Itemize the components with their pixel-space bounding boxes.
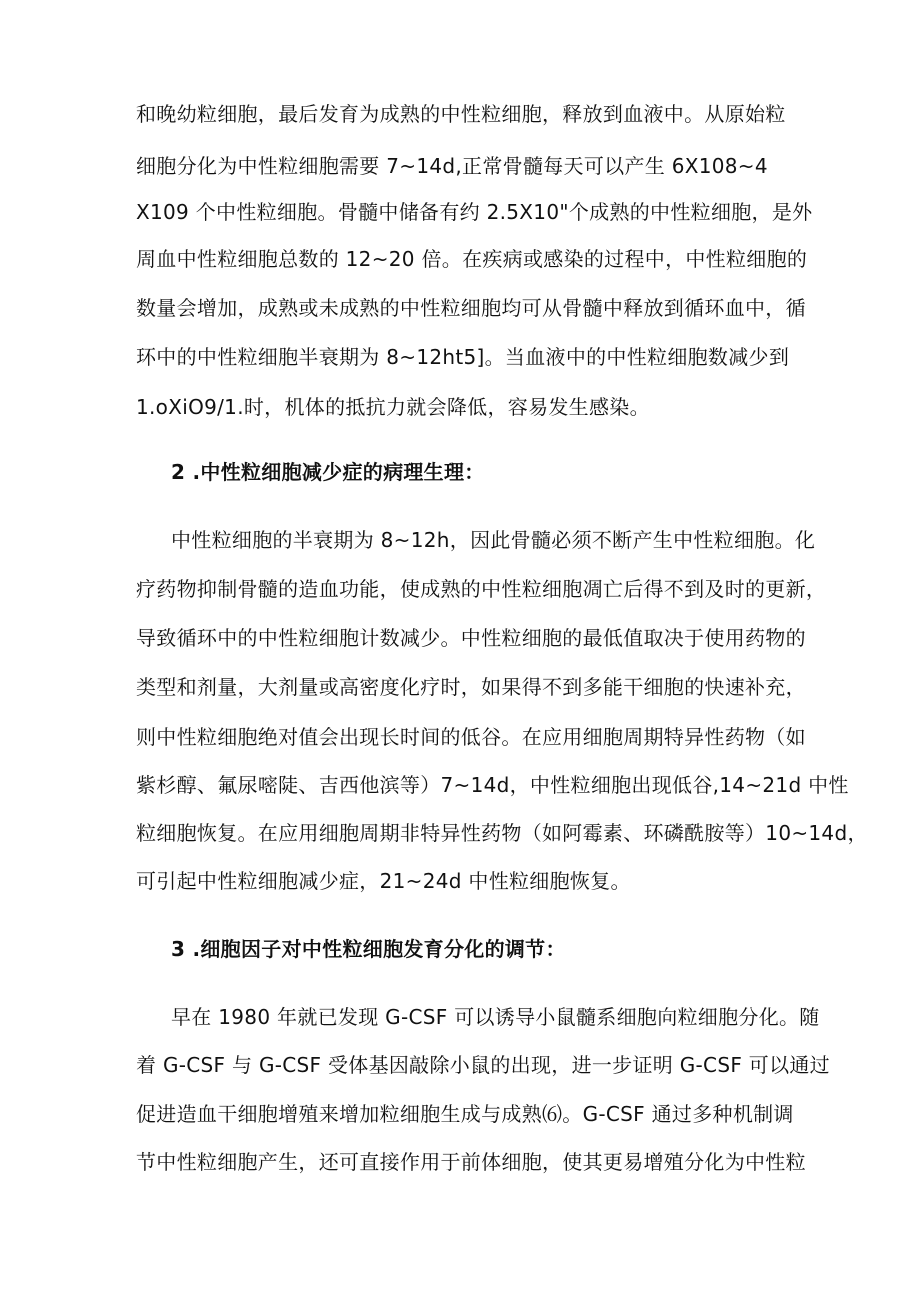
paragraph-line: 和晚幼粒细胞，最后发育为成熟的中性粒细胞，释放到血液中。从原始粒 (136, 102, 786, 126)
section-heading-cytokine-regulation: 3 .细胞因子对中性粒细胞发育分化的调节： (171, 937, 566, 961)
paragraph-line: 早在 1980 年就已发现 G-CSF 可以诱导小鼠髓系细胞向粒细胞分化。随 (171, 1005, 820, 1029)
paragraph-line: 促进造血干细胞增殖来增加粒细胞生成与成熟⑹。G-CSF 通过多种机制调 (136, 1102, 794, 1126)
paragraph-line: 1.oXiO9/1.时，机体的抵抗力就会降低，容易发生感染。 (136, 395, 650, 419)
paragraph-line: 环中的中性粒细胞半衰期为 8~12ht5]。当血液中的中性粒细胞数减少到 (136, 345, 790, 369)
paragraph-line: X109 个中性粒细胞。骨髓中储备有约 2.5X10"个成熟的中性粒细胞，是外 (136, 200, 813, 224)
paragraph-line: 导致循环中的中性粒细胞计数减少。中性粒细胞的最低值取决于使用药物的 (136, 626, 806, 650)
section-heading-pathophysiology: 2 .中性粒细胞减少症的病理生理： (171, 460, 485, 484)
paragraph-line: 着 G-CSF 与 G-CSF 受体基因敲除小鼠的出现，进一步证明 G-CSF 可以通过 (136, 1053, 830, 1077)
paragraph-line: 则中性粒细胞绝对值会出现长时间的低谷。在应用细胞周期特异性药物（如 (136, 725, 806, 749)
paragraph-line: 细胞分化为中性粒细胞需要 7~14d,正常骨髓每天可以产生 6X108~4 (136, 154, 768, 178)
paragraph-line: 紫杉醇、氟尿嘧陡、吉西他滨等）7~14d，中性粒细胞出现低谷,14~21d 中性 (136, 773, 849, 797)
paragraph-line: 周血中性粒细胞总数的 12~20 倍。在疾病或感染的过程中，中性粒细胞的 (136, 247, 808, 271)
paragraph-line: 数量会增加，成熟或未成熟的中性粒细胞均可从骨髓中释放到循环血中，循 (136, 296, 806, 320)
paragraph-line: 中性粒细胞的半衰期为 8~12h，因此骨髓必须不断产生中性粒细胞。化 (171, 528, 816, 552)
paragraph-line: 可引起中性粒细胞减少症，21~24d 中性粒细胞恢复。 (136, 869, 631, 893)
paragraph-line: 类型和剂量，大剂量或高密度化疗时，如果得不到多能干细胞的快速补充， (136, 675, 806, 699)
paragraph-line: 疗药物抑制骨髓的造血功能，使成熟的中性粒细胞凋亡后得不到及时的更新， (136, 577, 827, 601)
paragraph-line: 节中性粒细胞产生，还可直接作用于前体细胞，使其更易增殖分化为中性粒 (136, 1150, 806, 1174)
paragraph-line: 粒细胞恢复。在应用细胞周期非特异性药物（如阿霉素、环磷酰胺等）10~14d， (136, 821, 868, 845)
